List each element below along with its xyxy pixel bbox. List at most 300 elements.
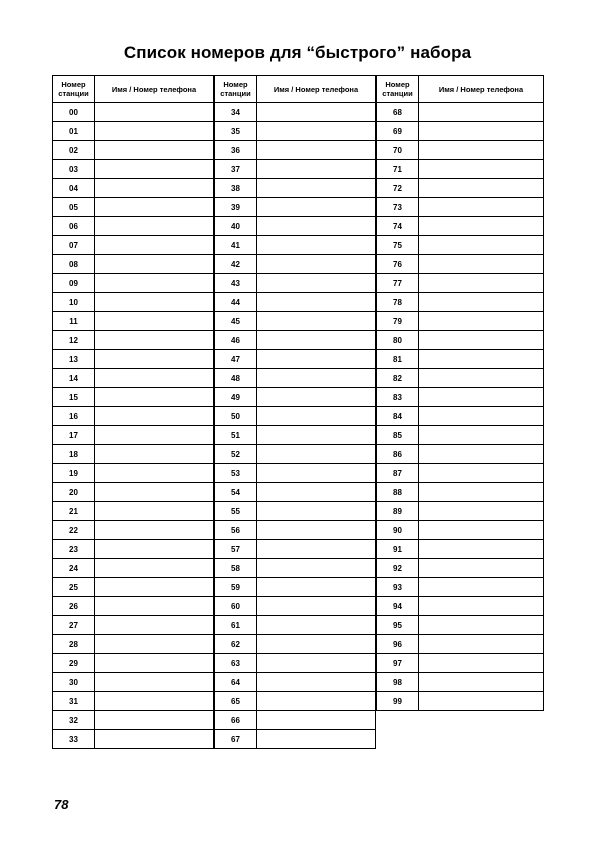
name-phone-cell[interactable] <box>95 122 214 141</box>
table-row <box>377 274 544 293</box>
name-phone-cell[interactable] <box>257 730 376 749</box>
station-number-cell: 69 <box>377 122 419 141</box>
table-header-row <box>215 76 376 103</box>
table-row <box>53 274 214 293</box>
table-row <box>53 635 214 654</box>
name-phone-cell[interactable] <box>419 673 544 692</box>
name-phone-cell[interactable] <box>419 445 544 464</box>
table-row <box>377 616 544 635</box>
table-row <box>215 673 376 692</box>
station-number-cell: 40 <box>215 217 257 236</box>
table-row <box>215 559 376 578</box>
name-phone-cell[interactable] <box>419 597 544 616</box>
station-number-cell: 80 <box>377 331 419 350</box>
station-number-cell: 36 <box>215 141 257 160</box>
name-phone-cell[interactable] <box>95 692 214 711</box>
table-row <box>377 369 544 388</box>
table-row <box>377 236 544 255</box>
name-phone-cell[interactable] <box>257 502 376 521</box>
name-phone-cell[interactable] <box>419 122 544 141</box>
table-row <box>215 255 376 274</box>
station-number-cell: 42 <box>215 255 257 274</box>
table-row <box>215 445 376 464</box>
station-number-cell: 29 <box>53 654 95 673</box>
station-number-cell: 94 <box>377 597 419 616</box>
name-phone-cell[interactable] <box>419 103 544 122</box>
station-number-cell: 43 <box>215 274 257 293</box>
name-phone-cell[interactable] <box>257 673 376 692</box>
table-row <box>215 198 376 217</box>
station-number-cell: 53 <box>215 464 257 483</box>
station-number-cell: 78 <box>377 293 419 312</box>
name-phone-cell[interactable] <box>419 274 544 293</box>
name-phone-cell[interactable] <box>257 407 376 426</box>
name-phone-cell[interactable] <box>95 635 214 654</box>
table-row <box>53 654 214 673</box>
table-row <box>377 122 544 141</box>
table-row <box>53 103 214 122</box>
station-number-cell: 32 <box>53 711 95 730</box>
name-phone-cell[interactable] <box>257 217 376 236</box>
table-row <box>377 635 544 654</box>
table-row <box>377 217 544 236</box>
name-phone-cell[interactable] <box>95 236 214 255</box>
station-number-cell: 71 <box>377 160 419 179</box>
table-row <box>53 312 214 331</box>
table-row <box>215 160 376 179</box>
station-number-cell: 24 <box>53 559 95 578</box>
name-phone-cell[interactable] <box>257 711 376 730</box>
name-phone-cell[interactable] <box>257 293 376 312</box>
table-row <box>215 597 376 616</box>
name-phone-cell[interactable] <box>95 407 214 426</box>
table-row <box>53 464 214 483</box>
station-number-cell: 27 <box>53 616 95 635</box>
station-number-cell: 93 <box>377 578 419 597</box>
station-number-header: Номер станции <box>215 76 257 103</box>
table-row <box>53 616 214 635</box>
station-number-cell: 77 <box>377 274 419 293</box>
table-row <box>377 559 544 578</box>
station-number-cell: 55 <box>215 502 257 521</box>
name-phone-cell[interactable] <box>257 255 376 274</box>
name-phone-cell[interactable] <box>419 635 544 654</box>
name-phone-cell[interactable] <box>95 369 214 388</box>
name-phone-cell[interactable] <box>95 274 214 293</box>
station-number-cell: 44 <box>215 293 257 312</box>
table-row <box>377 179 544 198</box>
station-number-cell: 16 <box>53 407 95 426</box>
station-number-cell: 88 <box>377 483 419 502</box>
name-phone-cell[interactable] <box>419 369 544 388</box>
station-number-cell: 31 <box>53 692 95 711</box>
table-row <box>377 483 544 502</box>
table-row <box>215 369 376 388</box>
station-number-cell: 26 <box>53 597 95 616</box>
name-phone-cell[interactable] <box>419 407 544 426</box>
table-row <box>215 464 376 483</box>
name-phone-cell[interactable] <box>95 673 214 692</box>
name-phone-cell[interactable] <box>257 426 376 445</box>
name-phone-cell[interactable] <box>257 369 376 388</box>
name-phone-cell[interactable] <box>419 616 544 635</box>
station-number-cell: 19 <box>53 464 95 483</box>
name-phone-cell[interactable] <box>95 388 214 407</box>
station-number-cell: 73 <box>377 198 419 217</box>
name-phone-cell[interactable] <box>257 521 376 540</box>
name-phone-cell[interactable] <box>419 141 544 160</box>
table-row <box>53 521 214 540</box>
table-row <box>53 426 214 445</box>
speed-dial-table-1 <box>52 75 214 749</box>
station-number-cell: 10 <box>53 293 95 312</box>
station-number-cell: 66 <box>215 711 257 730</box>
table-row <box>377 312 544 331</box>
station-number-cell: 54 <box>215 483 257 502</box>
name-phone-cell[interactable] <box>257 635 376 654</box>
station-number-cell: 79 <box>377 312 419 331</box>
page-title: Список номеров для “быстрого” набора <box>123 43 472 62</box>
name-phone-header: Имя / Номер телефона <box>257 76 376 103</box>
station-number-cell: 56 <box>215 521 257 540</box>
station-number-cell: 12 <box>53 331 95 350</box>
station-number-cell: 45 <box>215 312 257 331</box>
name-phone-cell[interactable] <box>95 654 214 673</box>
station-number-cell: 64 <box>215 673 257 692</box>
name-phone-cell[interactable] <box>419 521 544 540</box>
station-number-cell: 95 <box>377 616 419 635</box>
name-phone-cell[interactable] <box>419 160 544 179</box>
station-number-cell: 08 <box>53 255 95 274</box>
table-row <box>53 559 214 578</box>
table-row <box>215 293 376 312</box>
table-row <box>377 597 544 616</box>
table-row <box>377 521 544 540</box>
name-phone-cell[interactable] <box>257 654 376 673</box>
table-row <box>215 236 376 255</box>
name-phone-cell[interactable] <box>95 255 214 274</box>
station-number-cell: 14 <box>53 369 95 388</box>
table-row <box>377 654 544 673</box>
station-number-cell: 05 <box>53 198 95 217</box>
table-row <box>215 540 376 559</box>
table-row <box>215 483 376 502</box>
station-number-cell: 86 <box>377 445 419 464</box>
name-phone-cell[interactable] <box>95 502 214 521</box>
station-number-cell: 97 <box>377 654 419 673</box>
name-phone-cell[interactable] <box>95 312 214 331</box>
name-phone-cell[interactable] <box>419 293 544 312</box>
station-number-cell: 65 <box>215 692 257 711</box>
table-row <box>215 635 376 654</box>
station-number-cell: 51 <box>215 426 257 445</box>
station-number-cell: 52 <box>215 445 257 464</box>
station-number-cell: 46 <box>215 331 257 350</box>
station-number-cell: 89 <box>377 502 419 521</box>
name-phone-cell[interactable] <box>257 103 376 122</box>
table-row <box>215 578 376 597</box>
table-row <box>53 730 214 749</box>
name-phone-cell[interactable] <box>257 540 376 559</box>
table-row <box>215 217 376 236</box>
name-phone-cell[interactable] <box>257 559 376 578</box>
name-phone-cell[interactable] <box>419 350 544 369</box>
station-number-cell: 22 <box>53 521 95 540</box>
page-number: 78 <box>54 797 69 812</box>
name-phone-cell[interactable] <box>257 692 376 711</box>
name-phone-cell[interactable] <box>419 464 544 483</box>
name-phone-cell[interactable] <box>95 331 214 350</box>
station-number-cell: 58 <box>215 559 257 578</box>
name-phone-cell[interactable] <box>257 160 376 179</box>
name-phone-cell[interactable] <box>95 578 214 597</box>
station-number-cell: 72 <box>377 179 419 198</box>
name-phone-cell[interactable] <box>419 331 544 350</box>
table-row <box>215 426 376 445</box>
station-number-cell: 00 <box>53 103 95 122</box>
table-row <box>215 350 376 369</box>
table-row <box>53 293 214 312</box>
station-number-cell: 39 <box>215 198 257 217</box>
station-number-cell: 37 <box>215 160 257 179</box>
name-phone-cell[interactable] <box>257 198 376 217</box>
name-phone-cell[interactable] <box>257 464 376 483</box>
name-phone-cell[interactable] <box>95 350 214 369</box>
table-row <box>53 369 214 388</box>
name-phone-cell[interactable] <box>95 179 214 198</box>
name-phone-cell[interactable] <box>257 350 376 369</box>
name-phone-cell[interactable] <box>257 483 376 502</box>
station-number-cell: 30 <box>53 673 95 692</box>
name-phone-cell[interactable] <box>257 179 376 198</box>
table-row <box>377 160 544 179</box>
table-row <box>377 407 544 426</box>
table-row <box>53 445 214 464</box>
name-phone-cell[interactable] <box>95 426 214 445</box>
station-number-cell: 63 <box>215 654 257 673</box>
station-number-cell: 07 <box>53 236 95 255</box>
station-number-cell: 50 <box>215 407 257 426</box>
name-phone-cell[interactable] <box>95 217 214 236</box>
table-header-row <box>377 76 544 103</box>
name-phone-cell[interactable] <box>257 274 376 293</box>
table-row <box>377 673 544 692</box>
name-phone-cell[interactable] <box>419 236 544 255</box>
station-number-cell: 75 <box>377 236 419 255</box>
name-phone-cell[interactable] <box>257 331 376 350</box>
station-number-cell: 03 <box>53 160 95 179</box>
name-phone-cell[interactable] <box>95 559 214 578</box>
name-phone-cell[interactable] <box>419 540 544 559</box>
table-row <box>215 521 376 540</box>
table-row <box>377 502 544 521</box>
table-header-row <box>53 76 214 103</box>
table-row <box>377 464 544 483</box>
table-row <box>53 711 214 730</box>
table-row <box>53 236 214 255</box>
station-number-cell: 85 <box>377 426 419 445</box>
name-phone-cell[interactable] <box>95 103 214 122</box>
station-number-cell: 74 <box>377 217 419 236</box>
table-row <box>215 331 376 350</box>
name-phone-cell[interactable] <box>257 122 376 141</box>
name-phone-cell[interactable] <box>419 654 544 673</box>
name-phone-cell[interactable] <box>257 597 376 616</box>
station-number-cell: 04 <box>53 179 95 198</box>
station-number-cell: 35 <box>215 122 257 141</box>
name-phone-cell[interactable] <box>419 198 544 217</box>
name-phone-cell[interactable] <box>419 578 544 597</box>
station-number-cell: 41 <box>215 236 257 255</box>
station-number-cell: 62 <box>215 635 257 654</box>
station-number-cell: 38 <box>215 179 257 198</box>
name-phone-cell[interactable] <box>95 597 214 616</box>
table-row <box>53 122 214 141</box>
table-row <box>215 312 376 331</box>
name-phone-cell[interactable] <box>419 217 544 236</box>
table-row <box>377 103 544 122</box>
table-row <box>53 540 214 559</box>
name-phone-cell[interactable] <box>257 445 376 464</box>
name-phone-cell[interactable] <box>419 559 544 578</box>
name-phone-cell[interactable] <box>95 141 214 160</box>
station-number-cell: 06 <box>53 217 95 236</box>
table-row <box>215 388 376 407</box>
station-number-cell: 17 <box>53 426 95 445</box>
table-row <box>53 502 214 521</box>
name-phone-cell[interactable] <box>95 198 214 217</box>
name-phone-cell[interactable] <box>95 711 214 730</box>
station-number-cell: 99 <box>377 692 419 711</box>
table-row <box>215 407 376 426</box>
table-row <box>53 255 214 274</box>
table-row <box>377 198 544 217</box>
name-phone-cell[interactable] <box>257 236 376 255</box>
name-phone-cell[interactable] <box>257 616 376 635</box>
station-number-cell: 96 <box>377 635 419 654</box>
name-phone-cell[interactable] <box>95 521 214 540</box>
station-number-cell: 18 <box>53 445 95 464</box>
station-number-cell: 82 <box>377 369 419 388</box>
table-row <box>215 711 376 730</box>
station-number-header: Номер станции <box>53 76 95 103</box>
table-row <box>53 160 214 179</box>
name-phone-cell[interactable] <box>95 616 214 635</box>
table-row <box>215 141 376 160</box>
table-row <box>377 293 544 312</box>
table-row <box>377 540 544 559</box>
table-row <box>53 407 214 426</box>
station-number-cell: 60 <box>215 597 257 616</box>
table-row <box>215 730 376 749</box>
table-row <box>377 141 544 160</box>
table-row <box>215 654 376 673</box>
name-phone-cell[interactable] <box>257 312 376 331</box>
station-number-cell: 59 <box>215 578 257 597</box>
name-phone-cell[interactable] <box>419 483 544 502</box>
station-number-cell: 68 <box>377 103 419 122</box>
station-number-cell: 98 <box>377 673 419 692</box>
table-row <box>215 502 376 521</box>
station-number-cell: 61 <box>215 616 257 635</box>
station-number-cell: 84 <box>377 407 419 426</box>
station-number-cell: 48 <box>215 369 257 388</box>
table-row <box>53 597 214 616</box>
speed-dial-table-3 <box>376 75 544 711</box>
table-row <box>215 179 376 198</box>
table-row <box>53 483 214 502</box>
name-phone-cell[interactable] <box>419 692 544 711</box>
table-row <box>53 578 214 597</box>
table-row <box>215 122 376 141</box>
station-number-cell: 28 <box>53 635 95 654</box>
name-phone-cell[interactable] <box>419 312 544 331</box>
station-number-cell: 11 <box>53 312 95 331</box>
name-phone-cell[interactable] <box>257 578 376 597</box>
name-phone-cell[interactable] <box>95 160 214 179</box>
station-number-cell: 49 <box>215 388 257 407</box>
table-row <box>53 198 214 217</box>
station-number-cell: 25 <box>53 578 95 597</box>
table-row <box>377 331 544 350</box>
name-phone-cell[interactable] <box>419 502 544 521</box>
name-phone-cell[interactable] <box>95 293 214 312</box>
table-row <box>53 141 214 160</box>
station-number-cell: 13 <box>53 350 95 369</box>
station-number-cell: 57 <box>215 540 257 559</box>
name-phone-cell[interactable] <box>95 730 214 749</box>
table-row <box>53 217 214 236</box>
table-row <box>53 692 214 711</box>
name-phone-header: Имя / Номер телефона <box>95 76 214 103</box>
name-phone-cell[interactable] <box>419 426 544 445</box>
table-row <box>215 103 376 122</box>
name-phone-cell[interactable] <box>419 388 544 407</box>
name-phone-cell[interactable] <box>95 464 214 483</box>
name-phone-header: Имя / Номер телефона <box>419 76 544 103</box>
station-number-cell: 76 <box>377 255 419 274</box>
station-number-cell: 21 <box>53 502 95 521</box>
name-phone-cell[interactable] <box>419 255 544 274</box>
name-phone-cell[interactable] <box>95 483 214 502</box>
speed-dial-table-2 <box>214 75 376 749</box>
name-phone-cell[interactable] <box>95 540 214 559</box>
name-phone-cell[interactable] <box>95 445 214 464</box>
station-number-header: Номер станции <box>377 76 419 103</box>
table-row <box>377 255 544 274</box>
name-phone-cell[interactable] <box>257 141 376 160</box>
table-row <box>53 331 214 350</box>
station-number-cell: 09 <box>53 274 95 293</box>
station-number-cell: 02 <box>53 141 95 160</box>
station-number-cell: 67 <box>215 730 257 749</box>
table-row <box>377 388 544 407</box>
table-row <box>377 426 544 445</box>
name-phone-cell[interactable] <box>257 388 376 407</box>
table-row <box>215 616 376 635</box>
station-number-cell: 33 <box>53 730 95 749</box>
station-number-cell: 91 <box>377 540 419 559</box>
table-row <box>53 350 214 369</box>
table-row <box>215 692 376 711</box>
station-number-cell: 20 <box>53 483 95 502</box>
station-number-cell: 23 <box>53 540 95 559</box>
table-row <box>53 179 214 198</box>
table-row <box>53 673 214 692</box>
station-number-cell: 15 <box>53 388 95 407</box>
station-number-cell: 87 <box>377 464 419 483</box>
name-phone-cell[interactable] <box>419 179 544 198</box>
